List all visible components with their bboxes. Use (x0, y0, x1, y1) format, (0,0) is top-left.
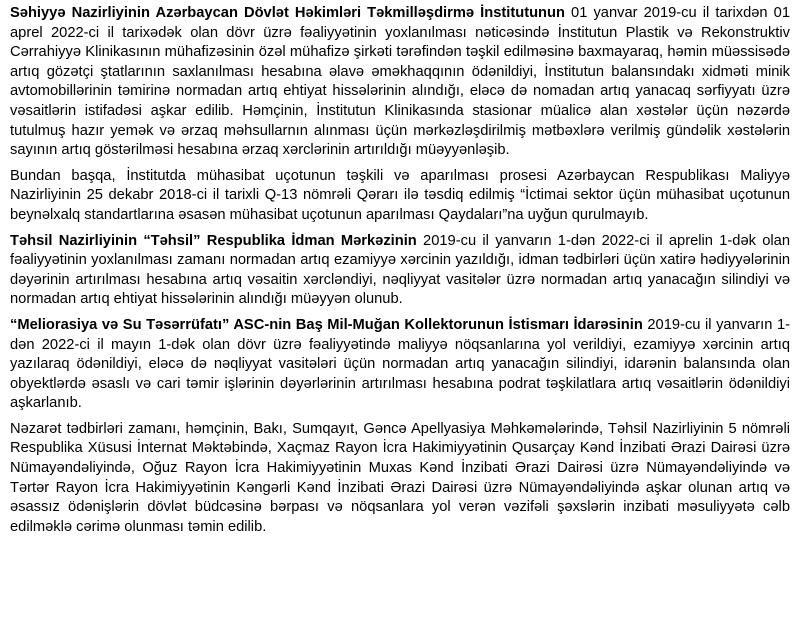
paragraph-health-ministry-institute (10, 4, 790, 161)
paragraph-4-bold-lead: “Meliorasiya və Su Təsərrüfatı” ASC-nin Baş Mil-Muğan Kollektorunun İstismarı İdarəsinin (10, 316, 643, 333)
paragraph-accounting-rules (10, 167, 790, 226)
paragraph-melioration-collector (10, 316, 790, 414)
paragraph-4-text: 2019-cu il yanvarın 1-dən 2022-ci il mayın 1-dək olan dövr üzrə fəaliyyətində maliyyə nöqsanlarına yol verildiyi, ezamiyyə xərcinin artıq yazılaraq ödənildiyi, eləcə də nəqliyyat vasitələri üçün normadan artıq yanacağın silindiyi, idarənin balansında olan obyektlərdə əsaslı və cari təmir işlərinin dəyərlərinin artırılması hesabına podrat təşkilatlara artıq vəsaitlərin ödənildiyi aşkarlanıb. (10, 316, 790, 412)
paragraph-2-text: Bundan başqa, İnstitutda mühasibat uçotunun təşkili və aparılması prosesi Azərbaycan Respublikası Maliyyə Nazirliyinin 25 dekabr 2018-ci il tarixli Q-13 nömrəli Qərarı ilə təsdiq edilmiş “İctimai sektor üçün mühasibat uçotunun beynəlxalq standartlarına əsasən mühasibat uçotunun aparılması Qaydaları”na uyğun qurulmayıb. (10, 167, 790, 223)
paragraph-3-bold-lead: Təhsil Nazirliyinin “Təhsil” Respublika İdman Mərkəzinin (10, 232, 417, 249)
paragraph-1-text: 01 yanvar 2019-cu il tarixdən 01 aprel 2022-ci il tarixədək olan dövr üzrə fəaliyyətinin yoxlanılması nəticəsində İnstitutun Plastik və Rekonstruktiv Cərrahiyyə Klinikasının mühafizəsinin özəl mühafizə şirkəti tərəfindən təşkil edilməsinə baxmayaraq, həmin müəssisədə artıq gözətçi ştatlarının saxlanılması hesabına əlavə əməkhaqqının ödənildiyi, İnstitutun balansındakı xidməti minik avtomobillərinin təmirinə normadan artıq ehtiyat hissələrinin alındığı, eləcə də nomadan artıq yanacaq sərfiyyatı üzrə vəsaitlərin istifadəsi aşkar edilib. Həmçinin, İnstitutun Klinikasında stasionar müalicə alan xəstələr üçün nəzərdə tutulmuş hazır yemək və ərzaq məhsullarnın alınması üçün mərkəzləşdirilmiş mətbəxlərə verilmiş gündəlik xəstələrin sayının artıq göstərilməsi hesabına ərzaq xərclərinin artırıldığı müəyyənləşib. (10, 5, 790, 159)
paragraph-5-text: Nəzarət tədbirləri zamanı, həmçinin, Bakı, Sumqayıt, Gəncə Apellyasiya Məhkəmələrində, Təhsil Nazirliyinin 5 nömrəli Respublika Xüsusi İnternat Məktəbində, Xaçmaz Rayon İcra Hakimiyyətinin Qusarçay Kənd İnzibati Ərazi Dairəsi üzrə Nümayəndəliyində, Oğuz Rayon İcra Hakimiyyətinin Muxas Kənd İnzibati Ərazi Dairəsi üzrə Nümayəndəliyində və Tərtər Rayon İcra Hakimiyyətinin Kəngərli Kənd İnzibati Ərazi Dairəsi üzrə Nümayəndəliyində aşkar olunan artıq və əsassız ödənişlərin dövlət büdcəsinə bərpası və nöqsanlara yol verən vəzifəli şəxslərin inzibati məsuliyyətə cəlb edilməklə cərimə olunması təmin edilib. (10, 420, 790, 535)
paragraph-1-bold-lead: Səhiyyə Nazirliyinin Azərbaycan Dövlət Həkimləri Təkmilləşdirmə İnstitutunun (10, 5, 565, 21)
paragraph-control-measures (10, 420, 790, 538)
paragraph-3-text: 2019-cu il yanvarın 1-dən 2022-ci il aprelin 1-dək olan fəaliyyətinin yoxlanılması zamanı normadan artıq ezamiyyə xərcinin yazıldığı, idman tədbirləri üçün xatirə hədiyyələrinin dəyərinin artırılması hesabına artıq vəsaitin xərcləndiyi, nəqliyyat vasitələr üzrə normadan artıq yanacağın silindiyi və normadan artıq ehtiyat hissələrinin alındığı müəyyən olunub. (10, 232, 790, 308)
paragraph-education-sport-center (10, 232, 790, 310)
